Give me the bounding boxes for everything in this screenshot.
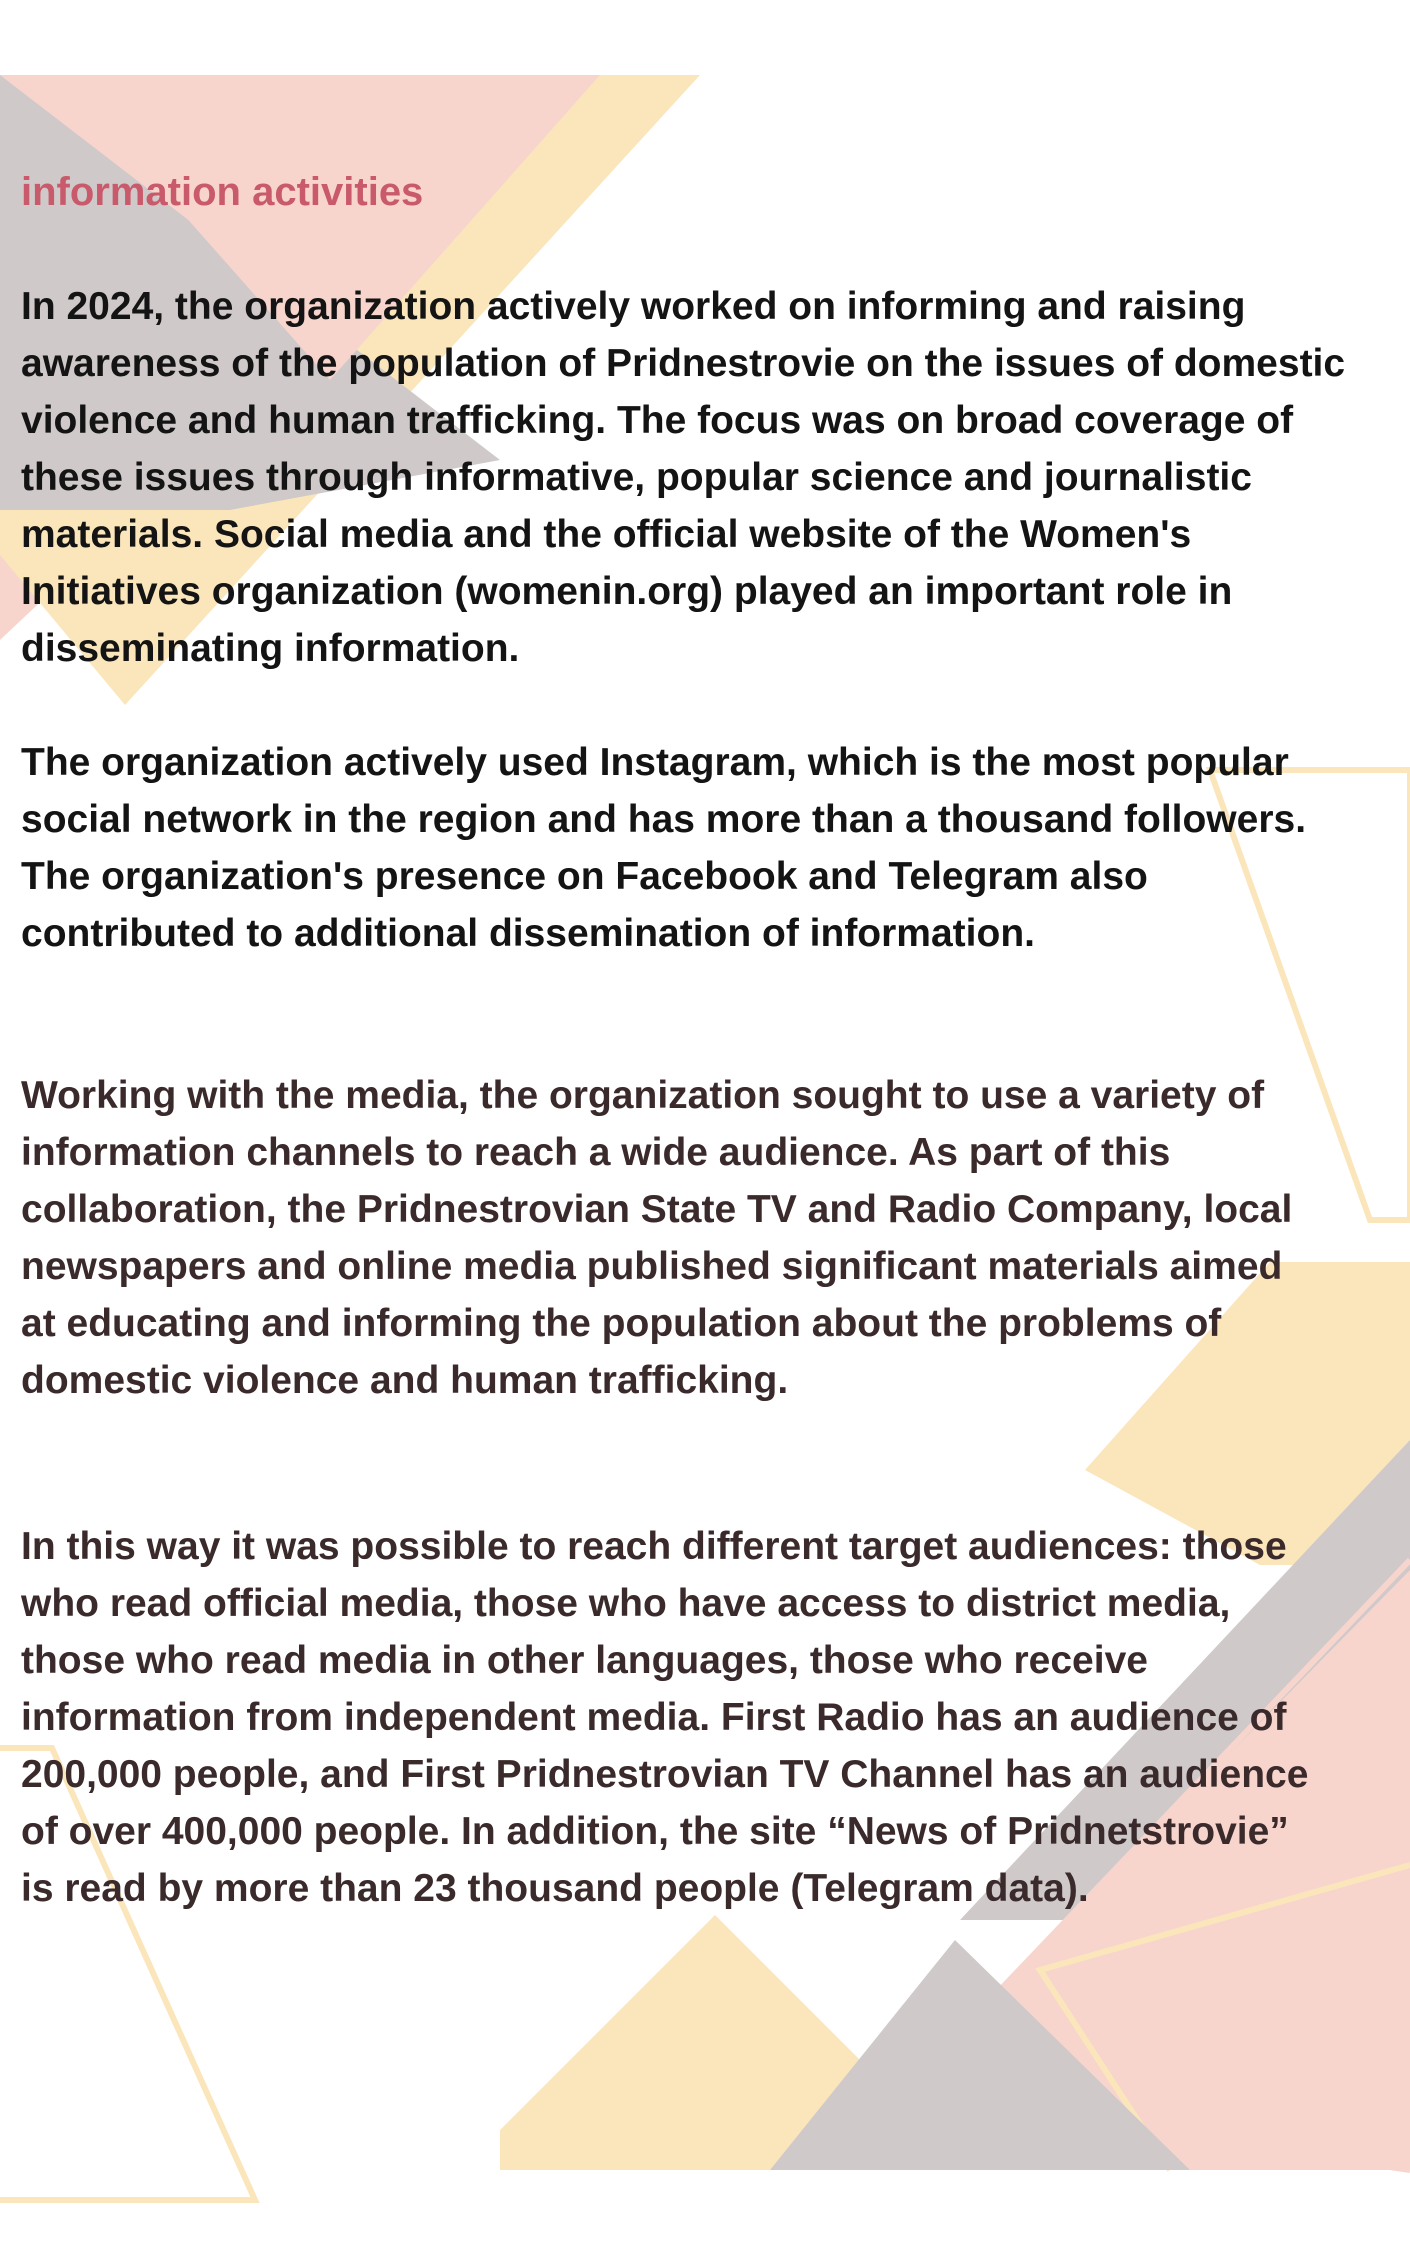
text-line: social network in the region and has more than a thousand followers. — [21, 798, 1307, 841]
text-line: In 2024, the organization actively worked on informing and raising — [21, 285, 1246, 328]
text-line: contributed to additional dissemination of information. — [21, 912, 1035, 955]
section-heading: information activities — [21, 170, 424, 214]
text-line: 200,000 people, and First Pridnestrovian TV Channel has an audience — [21, 1753, 1309, 1796]
text-line: collaboration, the Pridnestrovian State TV and Radio Company, local — [21, 1188, 1293, 1231]
text-line: these issues through informative, popular science and journalistic — [21, 456, 1252, 499]
text-line: disseminating information. — [21, 627, 520, 670]
text-line: The organization actively used Instagram, which is the most popular — [21, 741, 1289, 784]
text-line: The organization's presence on Facebook and Telegram also — [21, 855, 1148, 898]
text-line: who read official media, those who have access to district media, — [21, 1582, 1231, 1625]
text-line: domestic violence and human trafficking. — [21, 1359, 789, 1402]
text-line: is read by more than 23 thousand people (Telegram data). — [21, 1867, 1089, 1910]
text-line: materials. Social media and the official website of the Women's — [21, 513, 1192, 556]
paragraph-social-media — [21, 734, 1391, 962]
text-line: Working with the media, the organization sought to use a variety of — [21, 1074, 1265, 1117]
text-line: at educating and informing the population about the problems of — [21, 1302, 1222, 1345]
paragraph-audiences — [21, 1518, 1391, 1917]
text-line: Initiatives organization (womenin.org) played an important role in — [21, 570, 1233, 613]
text-line: information channels to reach a wide audience. As part of this — [21, 1131, 1171, 1174]
text-line: those who read media in other languages, those who receive — [21, 1639, 1148, 1682]
paragraph-media-work — [21, 1067, 1391, 1409]
text-line: In this way it was possible to reach different target audiences: those — [21, 1525, 1287, 1568]
text-line: of over 400,000 people. In addition, the site “News of Pridnetstrovie” — [21, 1810, 1289, 1853]
text-line: information from independent media. First Radio has an audience of — [21, 1696, 1287, 1739]
text-line: newspapers and online media published significant materials aimed — [21, 1245, 1283, 1288]
text-line: violence and human trafficking. The focus was on broad coverage of — [21, 399, 1294, 442]
text-line: awareness of the population of Pridnestrovie on the issues of domestic — [21, 342, 1346, 385]
paragraph-awareness — [21, 278, 1391, 677]
